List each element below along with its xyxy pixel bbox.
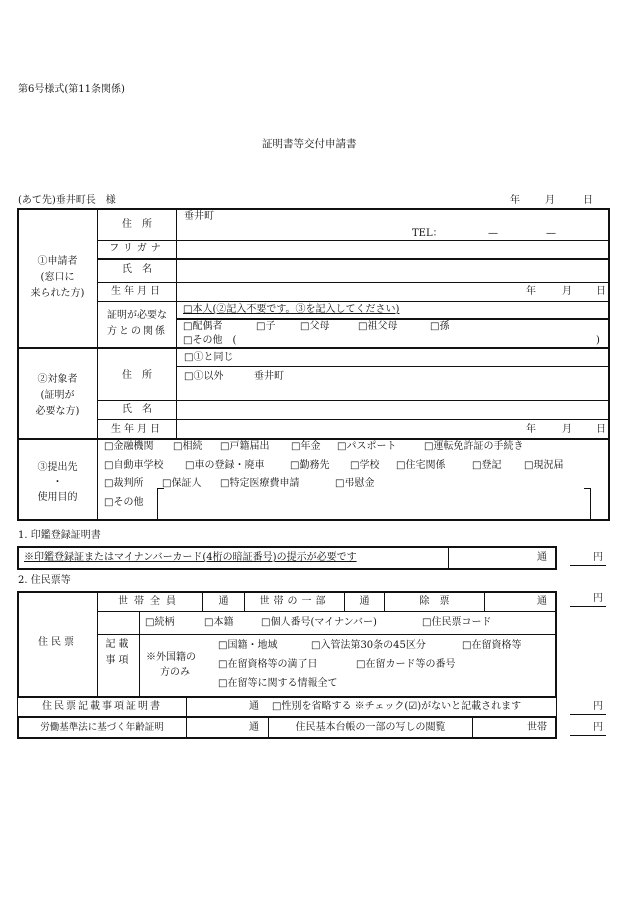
residence-status-checkbox[interactable]: □在留資格等 (462, 640, 522, 651)
form-number: 第6号様式(第11条関係) (18, 84, 125, 95)
labor-label: 労働基準法に基づく年齢証明 (40, 722, 164, 733)
labor-copies: 通 (249, 722, 259, 733)
divider (448, 546, 449, 570)
furigana-label: フリガナ (109, 243, 165, 254)
target-section-label: 必要な方) (35, 406, 80, 417)
applicant-birth-label: 生年月日 (111, 286, 163, 297)
purpose-driving-school[interactable]: □自動車学校 (104, 460, 164, 471)
foreign-note: ※外国籍の (146, 652, 196, 663)
all-info-checkbox[interactable]: □在留等に関する情報全て (218, 678, 338, 689)
divider (484, 591, 485, 611)
relation-label: 証明が必要な (107, 310, 167, 321)
divider (97, 282, 610, 283)
residence-label: 住民票 (38, 637, 77, 648)
certificate-label: 住民票記載事項証明書 (42, 701, 162, 712)
labor-fee-line[interactable] (570, 735, 606, 736)
applicant-address-value[interactable]: 垂井町 (184, 211, 214, 222)
purpose-guarantor[interactable]: □保証人 (162, 478, 202, 489)
target-birth-year: 年 (526, 424, 536, 435)
page-title: 証明書等交付申請書 (262, 138, 357, 150)
applicant-address-label: 住 所 (122, 219, 152, 230)
foreign-note: 方のみ (160, 667, 190, 678)
divider (97, 634, 557, 635)
all-household-label: 世帯全員 (118, 596, 182, 607)
purpose-condolence[interactable]: □弔慰金 (335, 478, 375, 489)
purpose-other-checkbox[interactable]: □その他 (104, 497, 144, 508)
divider (97, 208, 98, 521)
divider (176, 366, 610, 367)
divider (97, 240, 610, 241)
removed-record-copies: 通 (537, 596, 547, 607)
self-checkbox[interactable]: □本人(②記入不要です。③を記入してください) (183, 304, 400, 315)
certificate-copies: 通 (249, 701, 259, 712)
target-section-label: ②対象者 (37, 374, 78, 385)
other-relation-checkbox[interactable]: □その他 ( (183, 335, 237, 346)
purpose-family-register[interactable]: □戸籍届出 (220, 441, 270, 452)
target-birth-label: 生年月日 (111, 424, 163, 435)
seal-yen: 円 (593, 552, 603, 563)
residence-yen: 円 (593, 593, 603, 604)
date-day: 日 (583, 195, 593, 206)
divider (97, 301, 610, 302)
applicant-section-label: 来られた方) (30, 288, 85, 299)
purpose-pension[interactable]: □年金 (291, 441, 321, 452)
expiry-checkbox[interactable]: □在留資格等の満了日 (218, 659, 318, 670)
child-checkbox[interactable]: □子 (256, 321, 276, 332)
partial-household-copies: 通 (359, 596, 370, 607)
divider (97, 400, 610, 401)
purpose-medical[interactable]: □特定医療費申請 (220, 478, 300, 489)
parent-checkbox[interactable]: □父母 (300, 321, 330, 332)
grandchild-checkbox[interactable]: □孫 (430, 321, 450, 332)
applicant-section-label: ①申請者 (37, 256, 78, 267)
divider (139, 611, 140, 698)
nationality-checkbox[interactable]: □国籍・地域 (218, 640, 278, 651)
relationship-checkbox[interactable]: □続柄 (145, 617, 175, 628)
other-purpose-bracket-right (584, 488, 591, 520)
labor-yen: 円 (593, 722, 603, 733)
purpose-workplace[interactable]: □勤務先 (290, 460, 330, 471)
gender-omit-checkbox[interactable]: □性別を省略する ※チェック(☑)がないと記載されます (272, 701, 522, 712)
items-label: 事項 (105, 655, 132, 666)
tel-separator: — (546, 228, 556, 239)
target-birth-month: 月 (562, 424, 572, 435)
divider (17, 347, 610, 349)
target-section-label: (証明が (40, 390, 75, 401)
applicant-form-table (17, 208, 610, 521)
card-number-checkbox[interactable]: □在留カード等の番号 (356, 659, 456, 670)
certificate-yen: 円 (593, 701, 603, 712)
residence-fee-line[interactable] (570, 606, 606, 607)
divider (176, 208, 177, 440)
households-unit: 世帯 (527, 722, 547, 733)
divider (186, 696, 187, 717)
target-birth-day: 日 (596, 424, 606, 435)
purpose-housing[interactable]: □住宅関係 (396, 460, 446, 471)
divider (186, 717, 187, 739)
removed-record-label: 除 票 (419, 596, 450, 607)
date-month: 月 (545, 195, 555, 206)
purpose-section-label: ・ (52, 477, 63, 488)
certificate-fee-line[interactable] (570, 714, 606, 715)
birth-day: 日 (596, 286, 606, 297)
partial-household-label: 世帯の一部 (259, 596, 330, 607)
seal-heading: 1. 印鑑登録証明書 (18, 530, 101, 541)
divider (176, 318, 610, 320)
date-year: 年 (510, 195, 520, 206)
divider (17, 438, 610, 440)
purpose-vehicle[interactable]: □車の登録・廃車 (185, 460, 265, 471)
purpose-finance[interactable]: □金融機関 (104, 441, 154, 452)
tel-separator: — (488, 228, 498, 239)
seal-copies-unit: 通 (537, 552, 547, 563)
target-name-label: 氏 名 (122, 404, 152, 415)
seal-notice: ※印鑑登録証またはマイナンバーカード(4桁の暗証番号)の提示が必要です (24, 552, 357, 563)
other-relation-close: ) (596, 335, 600, 346)
purpose-section-label: 使用目的 (37, 492, 78, 503)
same-as-applicant-checkbox[interactable]: □①と同じ (184, 352, 234, 363)
tel-label: TEL： (412, 228, 443, 239)
target-town: 垂井町 (254, 371, 284, 382)
applicant-name-label: 氏 名 (122, 264, 152, 275)
seal-fee-line[interactable] (570, 565, 606, 566)
purpose-section-label: ③提出先 (37, 462, 78, 473)
target-address-label: 住 所 (122, 370, 152, 381)
purpose-drivers-license[interactable]: □運転免許証の手続き (424, 441, 524, 452)
divider (97, 258, 610, 260)
purpose-school[interactable]: □学校 (350, 460, 380, 471)
relation-label: 方との関係 (107, 326, 167, 337)
purpose-passport[interactable]: □パスポート (337, 441, 397, 452)
all-household-copies: 通 (218, 596, 229, 607)
basic-register-label: 住民基本台帳の一部の写しの閲覧 (295, 722, 446, 733)
other-address-checkbox[interactable]: □①以外 (184, 371, 224, 382)
other-purpose-bracket-left (157, 488, 164, 520)
divider (97, 611, 557, 612)
mynumber-checkbox[interactable]: □個人番号(マイナンバー) (261, 617, 377, 628)
birth-year: 年 (526, 286, 536, 297)
purpose-court[interactable]: □裁判所 (104, 478, 144, 489)
items-label: 記載 (105, 639, 132, 650)
purpose-inheritance[interactable]: □相続 (173, 441, 203, 452)
purpose-registration[interactable]: □登記 (472, 460, 502, 471)
immigration-checkbox[interactable]: □入管法第30条の45区分 (311, 640, 426, 651)
divider (472, 717, 473, 739)
divider (97, 419, 610, 420)
purpose-status-report[interactable]: □現況届 (524, 460, 564, 471)
birth-month: 月 (562, 286, 572, 297)
applicant-section-label: (窓口に (40, 272, 75, 283)
domicile-checkbox[interactable]: □本籍 (204, 617, 234, 628)
residence-heading: 2. 住民票等 (18, 575, 71, 586)
grandparent-checkbox[interactable]: □祖父母 (358, 321, 398, 332)
addressee: (あて先)垂井町長 様 (18, 195, 116, 206)
resident-code-checkbox[interactable]: □住民票コード (422, 617, 492, 628)
spouse-checkbox[interactable]: □配偶者 (183, 321, 223, 332)
